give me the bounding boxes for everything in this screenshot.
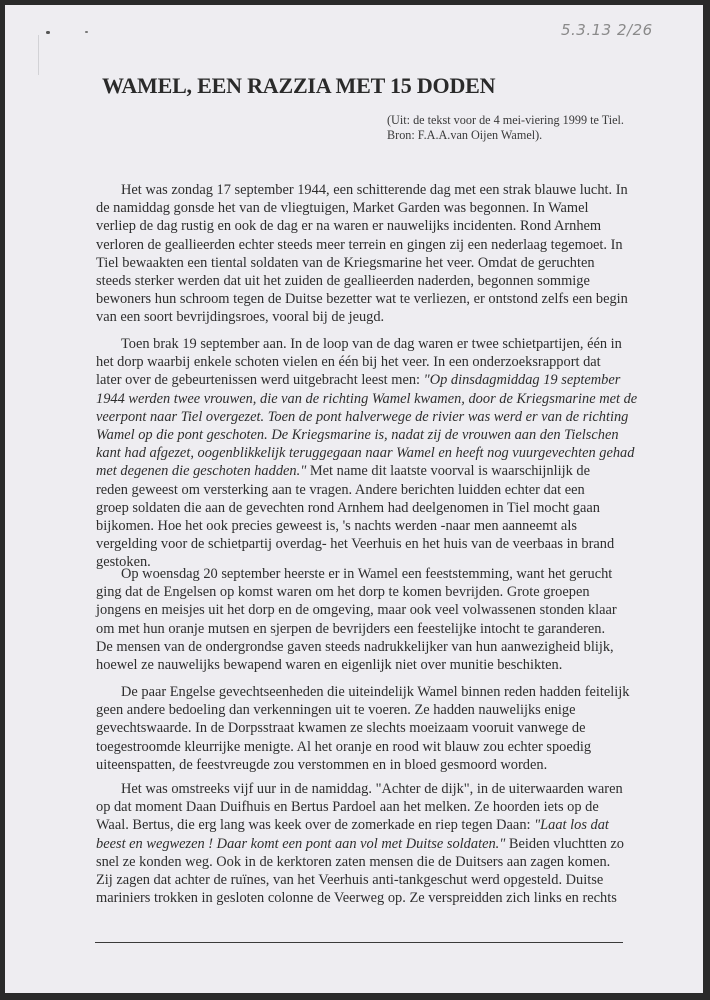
text-line xyxy=(96,798,656,816)
text-line xyxy=(96,481,656,499)
text-line xyxy=(96,871,656,889)
paragraph-4 xyxy=(96,683,656,774)
paragraph-2 xyxy=(96,335,656,572)
document-title: WAMEL, EEN RAZZIA MET 15 DODEN xyxy=(102,73,496,98)
text-line: ging dat de Engelsen op komst waren om het dorp te komen bevrijden. Grote groepen xyxy=(96,584,590,601)
footer-rule xyxy=(95,942,623,943)
body-text: het dorp waarbij enkele schoten vielen en één bij het veer. In een onderzoeksrapport dat xyxy=(96,354,601,371)
text-line xyxy=(96,535,656,553)
body-text: Waal. Bertus, die erg lang was keek over de zomerkade en riep tegen Daan: xyxy=(96,817,535,834)
text-line xyxy=(96,499,656,517)
body-text: Het was omstreeks vijf uur in de namiddag. "Achter de dijk", in de uiterwaarden waren xyxy=(121,781,623,797)
quoted-text: Wamel op die pont geschoten. De Kriegsmarine is, nadat zij de vrouwen aan den Tielschen xyxy=(96,427,619,444)
text-line: De paar Engelse gevechtseenheden die uiteindelijk Wamel binnen reden hadden feitelijk xyxy=(121,684,630,700)
punch-mark xyxy=(85,31,88,33)
quoted-text: veerpont naar Tiel overgezet. Toen de pont halverwege de rivier was werd er van de richting xyxy=(96,408,629,425)
quoted-text: "Laat los dat xyxy=(534,817,609,834)
body-text: Met name dit laatste voorval is waarschijnlijk de xyxy=(306,463,590,480)
scan-margin-mark xyxy=(38,35,39,75)
body-text: vergelding voor de schietpartij overdag- het Veerhuis en het huis van de veerbaas in brand xyxy=(96,536,615,553)
text-line: verloren de geallieerden echter steeds meer terrein en gingen zij een nederlaag tegemoet. In xyxy=(96,236,623,253)
text-line: Tiel bewaakten een tiental soldaten van de Kriegsmarine het veer. Omdat de geruchten xyxy=(96,254,595,271)
paragraph-3 xyxy=(96,565,656,674)
text-line: de namiddag gonsde het van de vliegtuigen, Market Garden was begonnen. In Wamel xyxy=(96,200,589,217)
text-line: Het was zondag 17 september 1944, een schitterende dag met een strak blauwe lucht. In xyxy=(121,182,628,198)
body-text: Beiden vluchtten zo xyxy=(505,835,624,852)
text-line: steeds sterker werden dat uit het zuiden de geallieerden naderden, begonnen sommige xyxy=(96,273,590,290)
text-line: geen andere bedoeling dan verkenningen uit te voeren. Ze hadden nauwelijks enige xyxy=(96,702,576,719)
quoted-text: "Op dinsdagmiddag 19 september xyxy=(423,372,621,389)
text-line xyxy=(96,371,656,389)
text-line xyxy=(96,462,656,480)
source-note xyxy=(387,113,624,143)
text-line xyxy=(96,408,656,426)
text-line: bewoners hun schroom tegen de Duitse bezetter wat te verliezen, er ontstond zelfs een begin xyxy=(96,291,628,308)
text-line xyxy=(96,426,656,444)
body-text: later over de gebeurtenissen werd uitgebracht leest men: xyxy=(96,372,424,389)
text-line xyxy=(96,390,656,408)
text-line xyxy=(96,444,656,462)
quoted-text: 1944 werden twee vrouwen, die van de richting Wamel kwamen, door de Kriegsmarine met de xyxy=(96,390,638,407)
body-text: bijkomen. Hoe het ook precies geweest is, 's nachts werden -naar men aanneemt als xyxy=(96,518,577,535)
text-line xyxy=(96,816,656,834)
quoted-text: met degenen die geschoten hadden." xyxy=(96,463,307,480)
body-text: Toen brak 19 september aan. In de loop van de dag waren er twee schietpartijen, één in xyxy=(121,336,622,352)
text-line: De mensen van de ondergrondse gaven steeds nadrukkelijker van hun aanwezigheid blijk, xyxy=(96,638,614,655)
text-line xyxy=(96,889,656,907)
quoted-text: beest en wegwezen ! Daar komt een pont aan vol met Duitse soldaten." xyxy=(96,835,506,852)
text-line xyxy=(96,835,656,853)
text-line: toegestroomde kleurrijke menigte. Al het oranje en rood wit blauw zou echter spoedig xyxy=(96,738,592,755)
body-text: snel ze konden weg. Ook in de kerktoren zaten mensen die de Duitsers aan zagen komen. xyxy=(96,853,611,870)
text-line: jongens en meisjes uit het dorp en de omgeving, maar ook veel volwassenen stonden klaar xyxy=(96,602,617,619)
body-text: reden geweest om versterking aan te vragen. Andere berichten luidden echter dat een xyxy=(96,481,585,498)
text-line xyxy=(96,853,656,871)
text-line xyxy=(96,517,656,535)
body-text: mariniers trokken in gesloten colonne de Veerweg op. Ze verspreidden zich links en rechts xyxy=(96,890,617,907)
text-line: van een soort bevrijdingsroes, vooral bij de jeugd. xyxy=(96,309,385,326)
body-text: gestoken. xyxy=(96,554,151,571)
archive-reference: 5.3.13 2/26 xyxy=(561,21,653,39)
body-text: groep soldaten die aan de gevechten rond Arnhem had deelgenomen in Tiel mocht gaan xyxy=(96,499,600,516)
body-text: op dat moment Daan Duifhuis en Bertus Pardoel aan het melken. Ze hoorden iets op de xyxy=(96,799,599,816)
text-line xyxy=(96,335,656,353)
text-line: verliep de dag rustig en ook de dag er na waren er nauwelijks incidenten. Rond Arnhem xyxy=(96,218,602,235)
text-line xyxy=(96,780,656,798)
body-text: Zij zagen dat achter de ruïnes, van het Veerhuis anti-tankgeschut werd opgesteld. Duitse xyxy=(96,872,604,889)
paragraph-1 xyxy=(96,181,656,327)
text-line: Op woensdag 20 september heerste er in Wamel een feeststemming, want het gerucht xyxy=(121,566,613,582)
punch-mark xyxy=(46,31,50,34)
text-line: gevechtswaarde. In de Dorpsstraat kwamen ze slechts moeizaam vooruit vanwege de xyxy=(96,720,586,737)
paragraph-5 xyxy=(96,780,656,907)
text-line xyxy=(96,353,656,371)
source-line: (Uit: de tekst voor de 4 mei-viering 1999 te Tiel. xyxy=(387,113,624,127)
text-line: hoewel ze nauwelijks bewapend waren en eigenlijk niet over munitie beschikten. xyxy=(96,657,563,674)
text-line: om met hun oranje mutsen en sjerpen de bevrijders een feestelijke intocht te garanderen. xyxy=(96,620,606,637)
quoted-text: kant had afgezet, oogenblikkelijk teruggegaan naar Wamel en heeft nog vuurgevechten gehad xyxy=(96,445,635,462)
source-line: Bron: F.A.A.van Oijen Wamel). xyxy=(387,128,543,142)
document-page xyxy=(5,5,703,993)
text-line: uiteenspatten, de feestvreugde zou verstommen en in bloed gesmoord worden. xyxy=(96,756,548,773)
